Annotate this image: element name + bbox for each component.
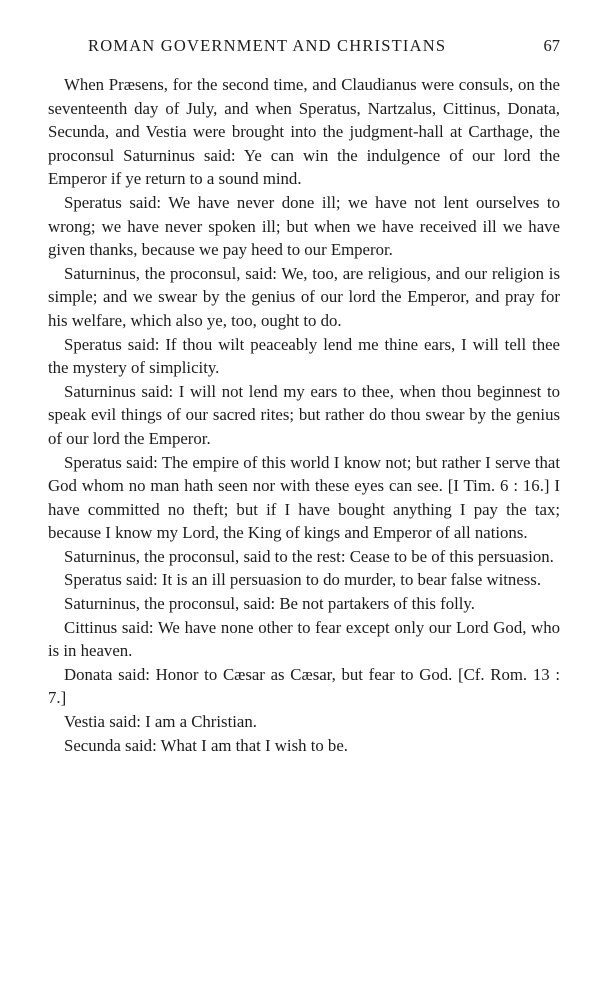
paragraph-saturninus-2: Saturninus said: I will not lend my ears to thee, when thou beginnest to speak evil things of our sacred rites; but rather do thou swear by the genius of our lord the Emperor. [48, 381, 560, 448]
body-text [48, 73, 560, 757]
paragraph-speratus-4: Speratus said: It is an ill persuasion to do murder, to bear false witness. [64, 570, 542, 590]
paragraph-vestia: Vestia said: I am a Christian. [64, 712, 257, 732]
paragraph-cittinus: Cittinus said: We have none other to fear except only our Lord God, who is in heaven. [48, 617, 560, 661]
paragraph-secunda: Secunda said: What I am that I wish to be. [64, 735, 348, 755]
paragraph-speratus-1: Speratus said: We have never done ill; we have not lent ourselves to wrong; we have never spoken ill; but when we have received ill we have given thanks, because we pay heed to our Emperor. [48, 192, 560, 260]
page-number: 67 [543, 36, 560, 55]
paragraph-speratus-2: Speratus said: If thou wilt peaceably lend me thine ears, I will tell thee the mystery of simplicity. [48, 334, 560, 378]
paragraph-donata: Donata said: Honor to Cæsar as Cæsar, but fear to God. [Cf. Rom. 13 : 7.] [48, 664, 560, 708]
paragraph-saturninus-4: Saturninus, the proconsul, said: Be not partakers of this folly. [64, 594, 475, 614]
paragraph-saturninus-1: Saturninus, the proconsul, said: We, too, are religious, and our religion is simple; and we swear by the genius of our lord the Emperor, and pray for his welfare, which also ye, too, ought to do. [48, 263, 560, 330]
paragraph-opening: When Præsens, for the second time, and Claudianus were consuls, on the seventeenth day of July, and when Speratus, Nartzalus, Cittinus, Donata, Secunda, and Vestia were brought into the judgment-hall at Carthage, the proconsul Saturninus said: Ye can win the indulgence of our lord the Emperor if ye return to a sound mind. [48, 75, 560, 189]
running-title: ROMAN GOVERNMENT AND CHRISTIANS [88, 36, 447, 55]
page-header [48, 36, 560, 60]
paragraph-saturninus-3: Saturninus, the proconsul, said to the rest: Cease to be of this persuasion. [64, 546, 554, 566]
paragraph-speratus-3: Speratus said: The empire of this world I know not; but rather I serve that God whom no man hath seen nor with these eyes can see. [I Tim. 6 : 16.] I have committed no theft; but if I have bought anything I pay the tax; because I know my Lord, the King of kings and Emperor of all nations. [48, 452, 560, 543]
